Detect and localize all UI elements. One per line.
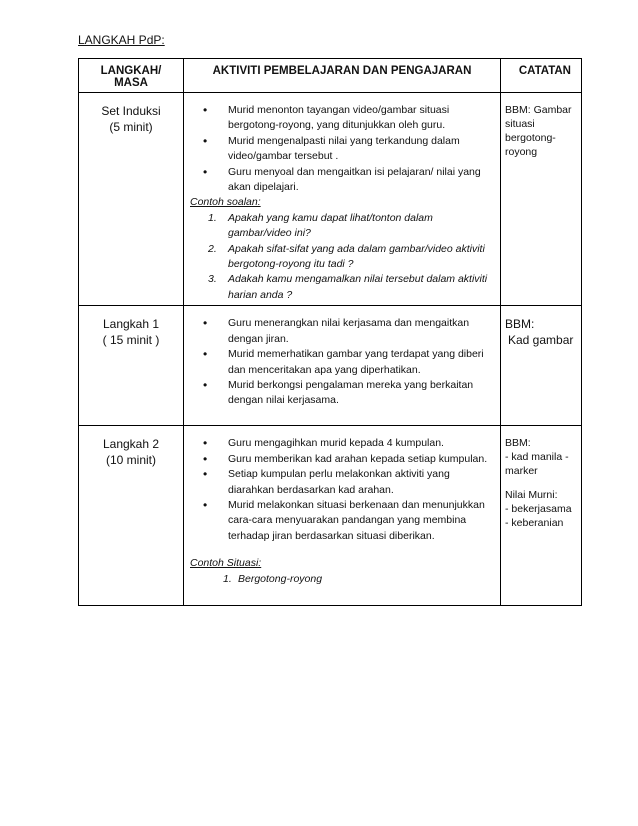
step-name: Langkah 1 [102, 317, 160, 332]
item-number: 2. [208, 242, 217, 255]
activity-list [190, 436, 496, 544]
note-text: - kad manila -marker [505, 451, 569, 478]
note-text: - bekerjasama [505, 503, 572, 516]
item-text: Bergotong-royong [238, 572, 323, 585]
example-label: Contoh Situasi: [190, 557, 262, 570]
table-row [79, 93, 582, 306]
list-item: • Guru menyoal dan mengaitkan isi pelajaran/ nilai yang akan dipelajari. [190, 165, 496, 196]
note-text: - keberanian [505, 517, 564, 530]
note-text [505, 478, 577, 488]
list-item: • Murid berkongsi pengalaman mereka yang berkaitan dengan nilai kerjasama. [190, 378, 496, 409]
note-text: BBM: [505, 437, 531, 450]
item-number: 1. [223, 572, 232, 585]
note-text: BBM: Gambar situasi bergotong-royong [505, 104, 572, 158]
list-item [190, 572, 496, 587]
step-cell [79, 426, 184, 606]
item-text: Apakah yang kamu dapat lihat/tonton dalam gambar/video ini? [228, 211, 433, 240]
activity-list [190, 316, 496, 408]
list-item: • Murid melakonkan situasi berkenaan dan menunjukkan cara-cara menyuarakan pandangan yang membina terhadap jiran berdasarkan situasi diberikan. [190, 498, 496, 544]
list-item [190, 242, 496, 273]
list-item: • Murid mengenalpasti nilai yang terkandung dalam video/gambar tersebut . [190, 134, 496, 165]
list-item: • Murid memerhatikan gambar yang terdapat yang diberi dan menceritakan apa yang diperhatikan. [190, 347, 496, 378]
note-cell [501, 93, 582, 306]
activity-cell [184, 426, 501, 606]
list-item: • Setiap kumpulan perlu melakonkan aktiviti yang diarahkan berdasarkan kad arahan. [190, 467, 496, 498]
note-cell [501, 426, 582, 606]
step-cell [79, 93, 184, 306]
list-item: • Guru mengagihkan murid kepada 4 kumpulan. [190, 436, 496, 451]
item-number: 3. [208, 273, 217, 286]
step-name: Langkah 2 [102, 437, 160, 452]
example-label: Contoh soalan: [190, 196, 261, 209]
activity-cell [184, 306, 501, 426]
note-cell [501, 306, 582, 426]
list-item: • Murid menonton tayangan video/gambar situasi bergotong-royong, yang ditunjukkan oleh guru. [190, 103, 496, 134]
activity-list [190, 103, 496, 195]
header-langkah-masa [79, 59, 184, 93]
table-row [79, 426, 582, 606]
table-header-row [79, 59, 582, 93]
list-item [190, 272, 496, 303]
header-masa: MASA [114, 77, 148, 89]
step-cell [79, 306, 184, 426]
step-name: Set Induksi [101, 104, 161, 118]
item-text: Adakah kamu mengamalkan nilai tersebut dalam aktiviti harian anda ? [228, 273, 488, 301]
item-number: 1. [208, 211, 217, 224]
header-catatan: CATATAN [501, 59, 582, 93]
situation-list [190, 572, 496, 587]
step-time: ( 15 minit ) [102, 333, 160, 348]
list-item: • Guru memberikan kad arahan kepada setiap kumpulan. [190, 452, 496, 467]
activity-cell [184, 93, 501, 306]
step-time: (5 minit) [109, 120, 153, 134]
note-text: Nilai Murni: [505, 489, 558, 502]
lesson-steps-table [78, 58, 582, 606]
page-title: LANGKAH PdP: [78, 33, 165, 47]
item-text: Apakah sifat-sifat yang ada dalam gambar/video aktiviti bergotong-royong itu tadi ? [228, 242, 485, 271]
question-list [190, 211, 496, 303]
header-langkah: LANGKAH/ [100, 65, 162, 77]
step-time: (10 minit) [105, 453, 156, 468]
list-item [190, 211, 496, 242]
note-text: BBM: [505, 317, 535, 332]
list-item: • Guru menerangkan nilai kerjasama dan mengaitkan dengan jiran. [190, 316, 496, 347]
table-row [79, 306, 582, 426]
note-text: Kad gambar [508, 333, 574, 348]
header-aktiviti: AKTIVITI PEMBELAJARAN DAN PENGAJARAN [184, 59, 501, 93]
